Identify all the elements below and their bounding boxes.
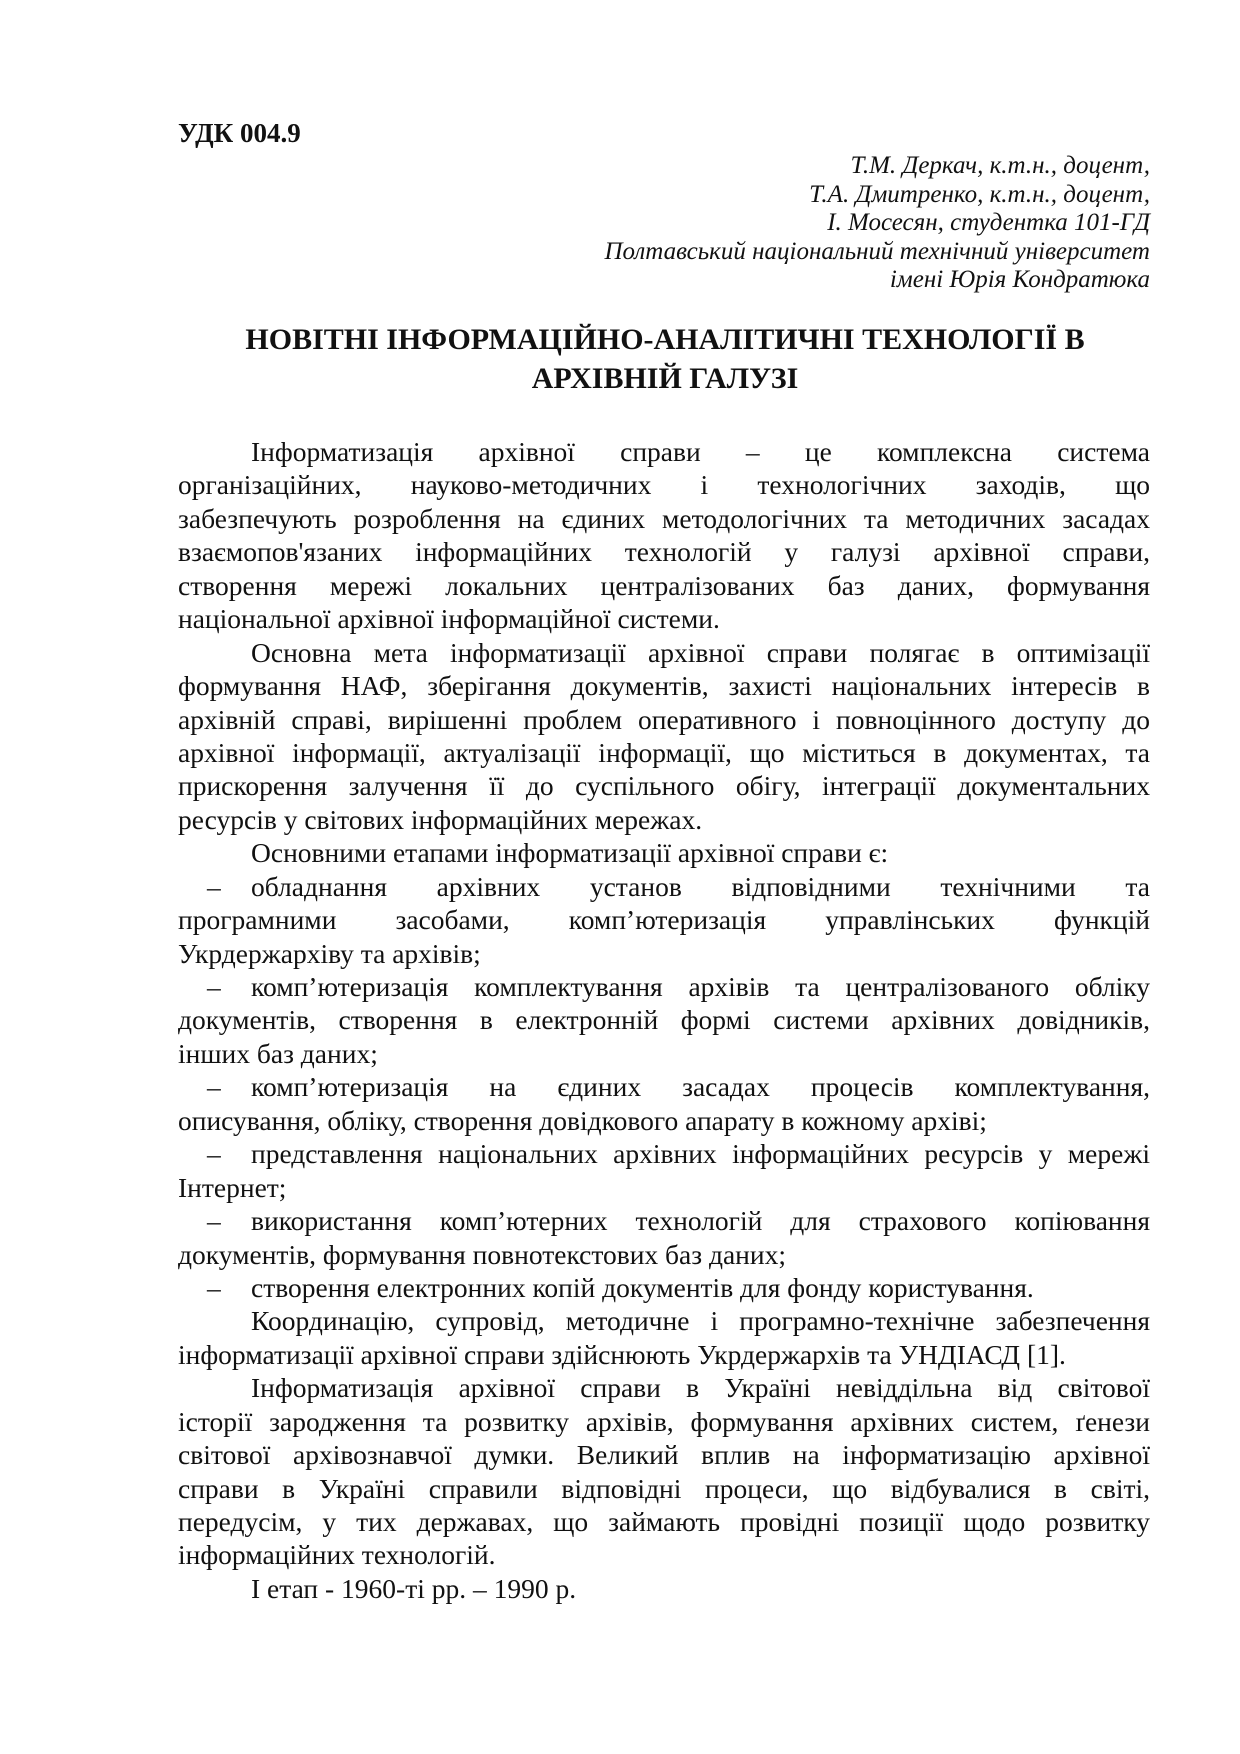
line-text: Інтернет; [178, 1171, 287, 1203]
line-text: формування НАФ, зберігання документів, захисті національних інтересів в [178, 670, 1150, 702]
paragraph [178, 1371, 1150, 1572]
line-text: справи в Україні справили відповідні процеси, що відбувалися в світі, [178, 1472, 1150, 1504]
list-item [178, 970, 1150, 1070]
line-text: архівної інформації, актуалізації інформації, що міститься в документах, та [178, 736, 1150, 768]
line-text: представлення національних архівних інформаційних ресурсів у мережі [251, 1138, 1150, 1170]
text-line [178, 769, 1150, 802]
article-title [150, 320, 1180, 398]
line-text: Координацію, супровід, методичне і програмно-технічне забезпечення [251, 1305, 1150, 1337]
text-line [178, 1505, 1150, 1538]
text-line [178, 1271, 1150, 1304]
line-text: обладнання архівних установ відповідними технічними та [251, 870, 1150, 902]
text-line [178, 836, 1150, 869]
text-line [178, 870, 1150, 903]
text-line [178, 703, 1150, 736]
text-line [178, 1371, 1150, 1404]
text-line [178, 1572, 1150, 1605]
line-text: описування, обліку, створення довідкового апарату в кожному архіві; [178, 1104, 987, 1136]
text-line [178, 1538, 1150, 1571]
text-line [178, 468, 1150, 501]
affiliation-line: імені Юрія Кондратюка [889, 266, 1150, 293]
line-text: організаційних, науково-методичних і технологічних заходів, що [178, 469, 1150, 501]
line-text: інформаційних технологій. [178, 1539, 496, 1571]
line-text: створення мережі локальних централізованих баз даних, формування [178, 569, 1150, 601]
text-line [178, 636, 1150, 669]
text-line [178, 1405, 1150, 1438]
line-text: Інформатизація архівної справи – це комплексна система [251, 436, 1150, 467]
list-item [178, 1137, 1150, 1204]
line-text: документів, формування повнотекстових баз даних; [178, 1238, 787, 1270]
authors-block [604, 152, 1150, 295]
text-line [178, 435, 1150, 468]
list-dash: – [207, 1071, 221, 1103]
author-line: Т.М. Деркач, к.т.н., доцент, [850, 152, 1150, 179]
text-line [178, 1238, 1150, 1271]
text-line [178, 569, 1150, 602]
line-text: І етап - 1960-ті рр. – 1990 р. [251, 1572, 577, 1604]
line-text: комп’ютеризація комплектування архівів та централізованого обліку [251, 971, 1150, 1002]
list-item [178, 870, 1150, 970]
line-text: архівній справі, вирішенні проблем оперативного і повноцінного доступу до [178, 703, 1150, 735]
text-line [178, 502, 1150, 535]
line-text: програмними засобами, комп’ютеризація управлінських функцій [178, 904, 1150, 936]
article-body [178, 435, 1150, 1605]
line-text: Основними етапами інформатизації архівної справи є: [251, 837, 889, 869]
line-text: документів, створення в електронній формі системи архівних довідників, [178, 1004, 1150, 1036]
line-text: прискорення залучення її до суспільного обігу, інтеграції документальних [178, 770, 1150, 802]
text-line [178, 803, 1150, 836]
text-line [178, 1304, 1150, 1337]
paragraph [178, 1304, 1150, 1371]
line-text: національної архівної інформаційної системи. [178, 603, 720, 635]
text-line [178, 736, 1150, 769]
author-line: Т.А. Дмитренко, к.т.н., доцент, [809, 180, 1150, 208]
paragraph [178, 636, 1150, 837]
line-text: забезпечують розроблення на єдиних методологічних та методичних засадах [178, 502, 1150, 534]
line-text: Основна мета інформатизації архівної справи полягає в оптимізації [251, 636, 1150, 668]
text-line [178, 1472, 1150, 1505]
text-line [178, 1104, 1150, 1137]
line-text: створення електронних копій документів для фонду користування. [251, 1271, 1034, 1303]
line-text: історії зародження та розвитку архівів, формування архівних систем, ґенези [178, 1405, 1150, 1437]
line-text: ресурсів у світових інформаційних мережах. [178, 803, 703, 835]
text-line [178, 669, 1150, 702]
paragraph [178, 435, 1150, 636]
text-line [178, 1171, 1150, 1204]
line-text: використання комп’ютерних технологій для страхового копіювання [251, 1205, 1150, 1237]
line-text: комп’ютеризація на єдиних засадах процесів комплектування, [251, 1071, 1150, 1103]
line-text: інформатизації архівної справи здійснюють Укрдержархів та УНДІАСД [1]. [178, 1338, 1066, 1370]
list-dash: – [207, 1138, 221, 1170]
line-text: взаємопов'язаних інформаційних технологій у галузі архівної справи, [178, 536, 1150, 568]
title-line: АРХІВНІЙ ГАЛУЗІ [531, 362, 799, 395]
text-line [178, 1070, 1150, 1103]
text-line [178, 970, 1150, 1003]
paragraph [178, 836, 1150, 869]
line-text: Інформатизація архівної справи в Україні невіддільна від світової [251, 1372, 1150, 1404]
line-text: Укрдержархіву та архівів; [178, 937, 481, 969]
list-item [178, 1271, 1150, 1304]
line-text: інших баз даних; [178, 1037, 378, 1069]
text-line [178, 1338, 1150, 1371]
text-line [178, 1204, 1150, 1237]
line-text: передусім, у тих державах, що займають провідні позиції щодо розвитку [178, 1506, 1150, 1537]
list-dash: – [207, 870, 221, 902]
text-line [178, 1003, 1150, 1036]
text-line [178, 903, 1150, 936]
line-text: світової архівознавчої думки. Великий вплив на інформатизацію архівної [178, 1439, 1150, 1471]
list-dash: – [207, 1271, 221, 1303]
text-line [178, 1438, 1150, 1471]
text-line [178, 602, 1150, 635]
text-line [178, 1037, 1150, 1070]
title-line: НОВІТНІ ІНФОРМАЦІЙНО-АНАЛІТИЧНІ ТЕХНОЛОГІЇ В [245, 323, 1085, 356]
text-line [178, 937, 1150, 970]
list-dash: – [207, 971, 221, 1002]
author-line: І. Мосесян, студентка 101-ГД [827, 209, 1150, 236]
text-line [178, 1137, 1150, 1170]
list-dash: – [207, 1205, 221, 1237]
list-item [178, 1204, 1150, 1271]
affiliation-line: Полтавський національний технічний університет [604, 237, 1150, 265]
paragraph [178, 1572, 1150, 1605]
list-item [178, 1070, 1150, 1137]
text-line [178, 535, 1150, 568]
udk-code: УДК 004.9 [178, 118, 301, 148]
